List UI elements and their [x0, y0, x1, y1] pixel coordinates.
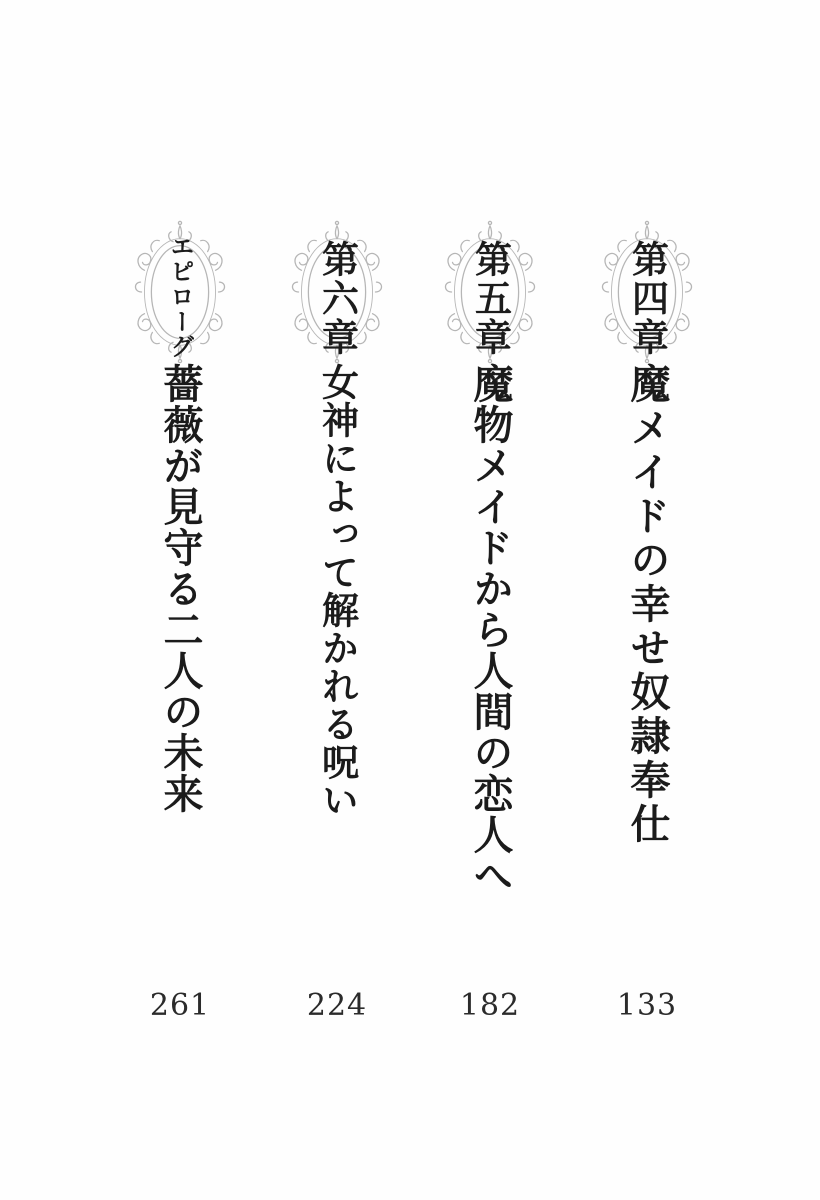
page-number: 224 — [306, 988, 368, 1023]
chapter-label: 第四章 — [625, 240, 670, 357]
chapter-title: 女神によって解かれる呪い — [315, 363, 360, 819]
toc-entry-chapter-5 — [430, 218, 550, 1058]
chapter-title: 薔薇が見守る二人の未来 — [157, 363, 204, 814]
toc-entry-chapter-6 — [277, 218, 397, 1058]
chapter-title: 魔物メイドから人間の恋人へ — [467, 363, 514, 896]
chapter-title: 魔メイドの幸せ奴隷奉仕 — [624, 363, 671, 847]
toc-entry-epilogue — [120, 218, 240, 1058]
page-number: 133 — [616, 988, 678, 1023]
toc-entry-chapter-4 — [587, 218, 707, 1058]
page-number: 182 — [459, 988, 521, 1023]
chapter-label: 第六章 — [315, 240, 360, 357]
page-number: 261 — [149, 988, 211, 1023]
chapter-label: エピローグ — [166, 234, 195, 359]
chapter-label: 第五章 — [468, 240, 513, 357]
